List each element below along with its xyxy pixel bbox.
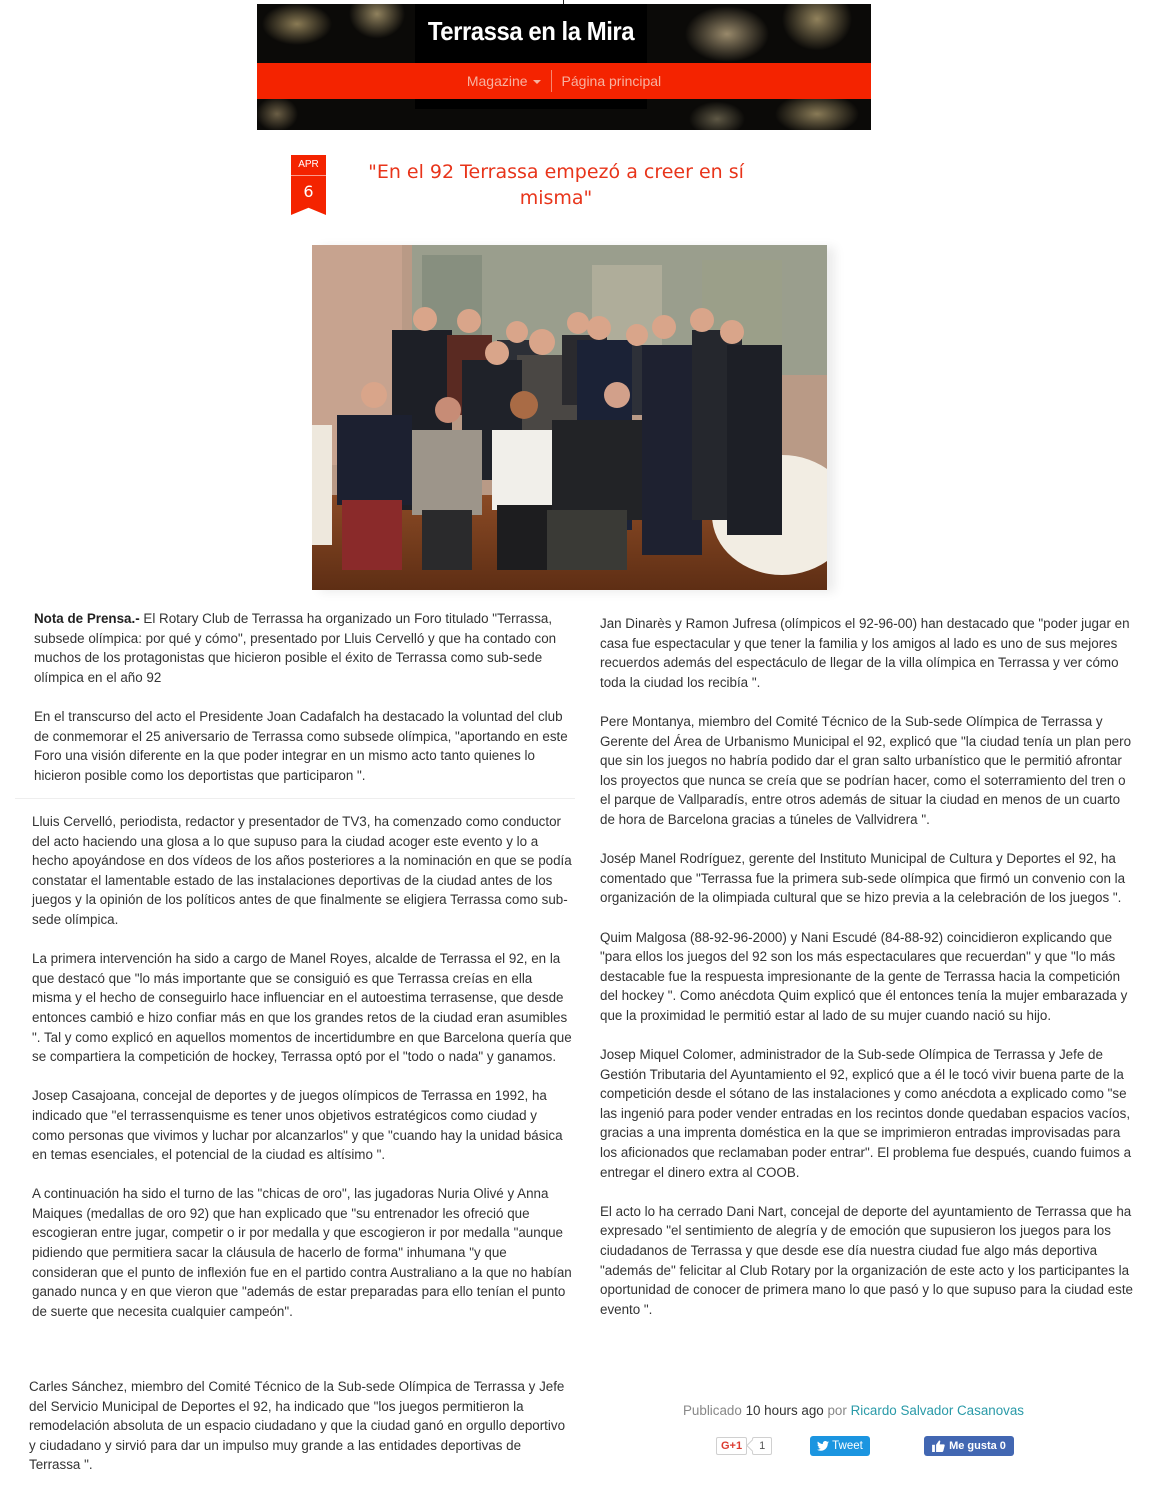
author-link[interactable]: Ricardo Salvador Casanovas bbox=[850, 1403, 1025, 1418]
byline-by: por bbox=[827, 1403, 847, 1418]
post-timestamp[interactable]: 10 hours ago bbox=[745, 1403, 824, 1418]
article-photo bbox=[312, 245, 827, 590]
post-title[interactable]: "En el 92 Terrassa empezó a creer en sí misma" bbox=[368, 161, 744, 209]
article-paragraph: Josep Casajoana, concejal de deportes y de juegos olímpicos de Terrassa en 1992, ha indicado que "el terrassenquisme es tener unos objetivos estratégicos como ciudad y como personas que vivimos y luchar por alcanzarlos" y que "cuando hay la unidad básica en temas esenciales, el potencial de la ciudad es altísimo ". bbox=[32, 1088, 563, 1163]
article-paragraph: La primera intervención ha sido a cargo de Manel Royes, alcalde de Terrassa el 92, en la que destacó que "lo más importante que se consiguió es que Terrassa creías en ella misma y el hecho de conseguirlo hace influenciar en el autoestima terrasense, que desde entonces cambió e hizo confiar más en que los grandes retos de la ciudad eran asumibles ". Tal y como explicó en aquellos momentos de incertidumbre en que Barcelona quería que se compartiera la competición de hockey, Terrassa optó por el "todo o nada" y ganamos. bbox=[32, 951, 572, 1065]
tweet-button[interactable] bbox=[810, 1436, 870, 1456]
article-column-left bbox=[32, 812, 572, 1341]
navbar bbox=[257, 63, 871, 99]
article-column-right bbox=[600, 614, 1135, 1339]
date-day: 6 bbox=[303, 182, 314, 201]
article-paragraph: Josep Miquel Colomer, administrador de la Sub-sede Olímpica de Terrassa y Jefe de Gestión Tributaria del Ayuntamiento el 92, explicó que a él le tocó vivir buena parte de la competición desde el sótano de las instalaciones y como anécdota a explicado como "se las ingenió para poder vender entradas en los recintos donde quedaban espacios vacíos, gracias a una imprenta doméstica en la que se imprimieron entradas improvisadas para los aficionados que reclamaban poder entrar". El problema fue después, cuando fuimos a entregar el dinero extra al COOB. bbox=[600, 1047, 1132, 1180]
article-paragraph: Pere Montanya, miembro del Comité Técnico de la Sub-sede Olímpica de Terrassa y Gerente del Área de Urbanismo Municipal el 92, explicó que "la ciudad tenía un plan pero que sin los juegos no habría podido dar el gran salto urbanístico que le permitió afrontar los proyectos que nunca se creía que se podrían hacer, como el soterramiento del tren o el parque de Vallparadís, entre otros además de situar la ciudad en menos de un cuarto de hora de Barcelona gracias a túneles de Vallvidrera ". bbox=[600, 713, 1132, 827]
section-divider bbox=[15, 798, 575, 799]
gplus-widget bbox=[716, 1437, 772, 1455]
article-column-left-end bbox=[29, 1377, 569, 1495]
caret-down-icon bbox=[533, 80, 541, 84]
article-paragraph: En el transcurso del acto el Presidente Joan Cadafalch ha destacado la voluntad del club de conmemorar el 25 aniversario de Terrassa como subsede olímpica, "aportando en este Foro una visión diferente en la que poder integrar en un mismo acto tanto quienes lo hicieron posible como los deportistas que participaron ". bbox=[34, 708, 568, 783]
date-month: APR bbox=[298, 159, 319, 170]
site-header bbox=[257, 4, 871, 130]
nav-item-home[interactable] bbox=[552, 73, 672, 89]
article-column-left-intro bbox=[34, 609, 569, 805]
twitter-bird-icon bbox=[817, 1441, 829, 1451]
article-paragraph: A continuación ha sido el turno de las "chicas de oro", las jugadoras Nuria Olivé y Anna Maiques (medallas de oro 92) que han explicado que "su entrenador les ofreció que escogieran entre jugar, competir o ir por medalla y que escogieron ir por medalla "aunque pidiendo que permitiera sacar la cláusula de hacerlo de forma" inhumana "y que consideran que el punto de inflexión fue en el partido contra Australiano a la que no habían ganado nunca y en que vieron que "además de estar preparadas para ello tenían el punto de suerte que necesita cualquier campeón". bbox=[32, 1186, 572, 1319]
thumbs-up-icon bbox=[932, 1440, 945, 1452]
article-paragraph: Quim Malgosa (88-92-96-2000) y Nani Escudé (84-88-92) coincidieron explicando que "para ellos los juegos del 92 son los más espectaculares que recuerdan" y que "lo más destacable fue la respuesta impresionante de la gente de Terrassa hacia la competición del hockey ". Como anécdota Quim explicó que él entonces tenía la mujer embarazada y que la proximidad le permitió estar al lado de su mujer cuando nació su hijo. bbox=[600, 929, 1128, 1023]
press-note-label: Nota de Prensa.- bbox=[34, 611, 140, 626]
site-title[interactable]: Terrassa en la Mira bbox=[427, 16, 635, 46]
date-divider bbox=[291, 175, 326, 176]
article-paragraph: Josép Manel Rodríguez, gerente del Instituto Municipal de Cultura y Deportes el 92, ha comentado que "Terrassa fue la primera sub-sede olímpica que firmó un convenio con la organización de la olimpiada cultural que se hizo previa a la celebración de los juegos ". bbox=[600, 851, 1126, 906]
article-paragraph: Lluis Cervelló, periodista, redactor y presentador de TV3, ha comenzado como conductor del acto haciendo una glosa a lo que supuso para la ciudad acoger este evento y lo a hecho apoyándose en dos vídeos de los años posteriores a la nominación en que se podía constatar el lamentable estado de las instalaciones deportivas de la ciudad antes de los juegos y la opinión de los políticos antes de que finalmente se eligiera Terrassa como sub-sede olímpica. bbox=[32, 814, 572, 927]
nav-separator bbox=[551, 70, 552, 92]
gplus-count: 1 bbox=[752, 1437, 772, 1455]
nav-item-label: Página principal bbox=[561, 73, 662, 89]
tweet-label: Tweet bbox=[832, 1440, 863, 1452]
post-byline bbox=[683, 1403, 1024, 1418]
facebook-like-button[interactable] bbox=[924, 1436, 1014, 1456]
nav-item-label: Magazine bbox=[466, 73, 528, 89]
paragraph-text: El Rotary Club de Terrassa ha organizado un Foro titulado "Terrassa, subsede olímpica: por qué y cómo", presentado por Lluis Cervelló y que ha contado con muchos de los protagonistas que hicieron posible el éxito de Terrassa como sub-sede olímpica en el año 92 bbox=[34, 611, 557, 685]
facebook-like-label: Me gusta 0 bbox=[949, 1440, 1006, 1452]
article-paragraph bbox=[34, 609, 569, 687]
group-photo-illustration bbox=[312, 245, 827, 590]
date-ribbon bbox=[291, 155, 326, 215]
nav-item-magazine[interactable] bbox=[457, 73, 551, 89]
article-paragraph: El acto lo ha cerrado Dani Nart, concejal de deporte del ayuntamiento de Terrassa que ha expresado "el sentimiento de alegría y de emoción que supusieron los juegos para los ciudadanos de Terrassa y que desde ese día nuestra ciudad fue algo más deportiva "además de" felicitar al Club Rotary por la organización de este acto y los participantes la oportunidad de conocer de primera mano lo que pasó y lo que supuso para la ciudad este evento ". bbox=[600, 1203, 1134, 1317]
gplus-button[interactable]: G+1 bbox=[716, 1437, 747, 1455]
article-paragraph: Jan Dinarès y Ramon Jufresa (olímpicos el 92-96-00) han destacado que "poder jugar en casa fue espectacular y que tener la familia y los amigos al lado es uno de sus mejores recuerdos además del espectáculo de llegar de la villa olímpica en Terrassa y ver cómo toda la ciudad los recibía ". bbox=[600, 616, 1130, 690]
article-paragraph: Carles Sánchez, miembro del Comité Técnico de la Sub-sede Olímpica de Terrassa y Jefe del Servicio Municipal de Deportes el 92, ha indicado que "los juegos permitieron la remodelación absoluta de un espacio ciudadano y que la ciudad ganó en orgullo deportivo y ciudadano y sirvió para dar un impulso muy grande a las entidades deportivas de Terrassa ". bbox=[29, 1379, 566, 1473]
byline-prefix: Publicado bbox=[683, 1403, 742, 1418]
